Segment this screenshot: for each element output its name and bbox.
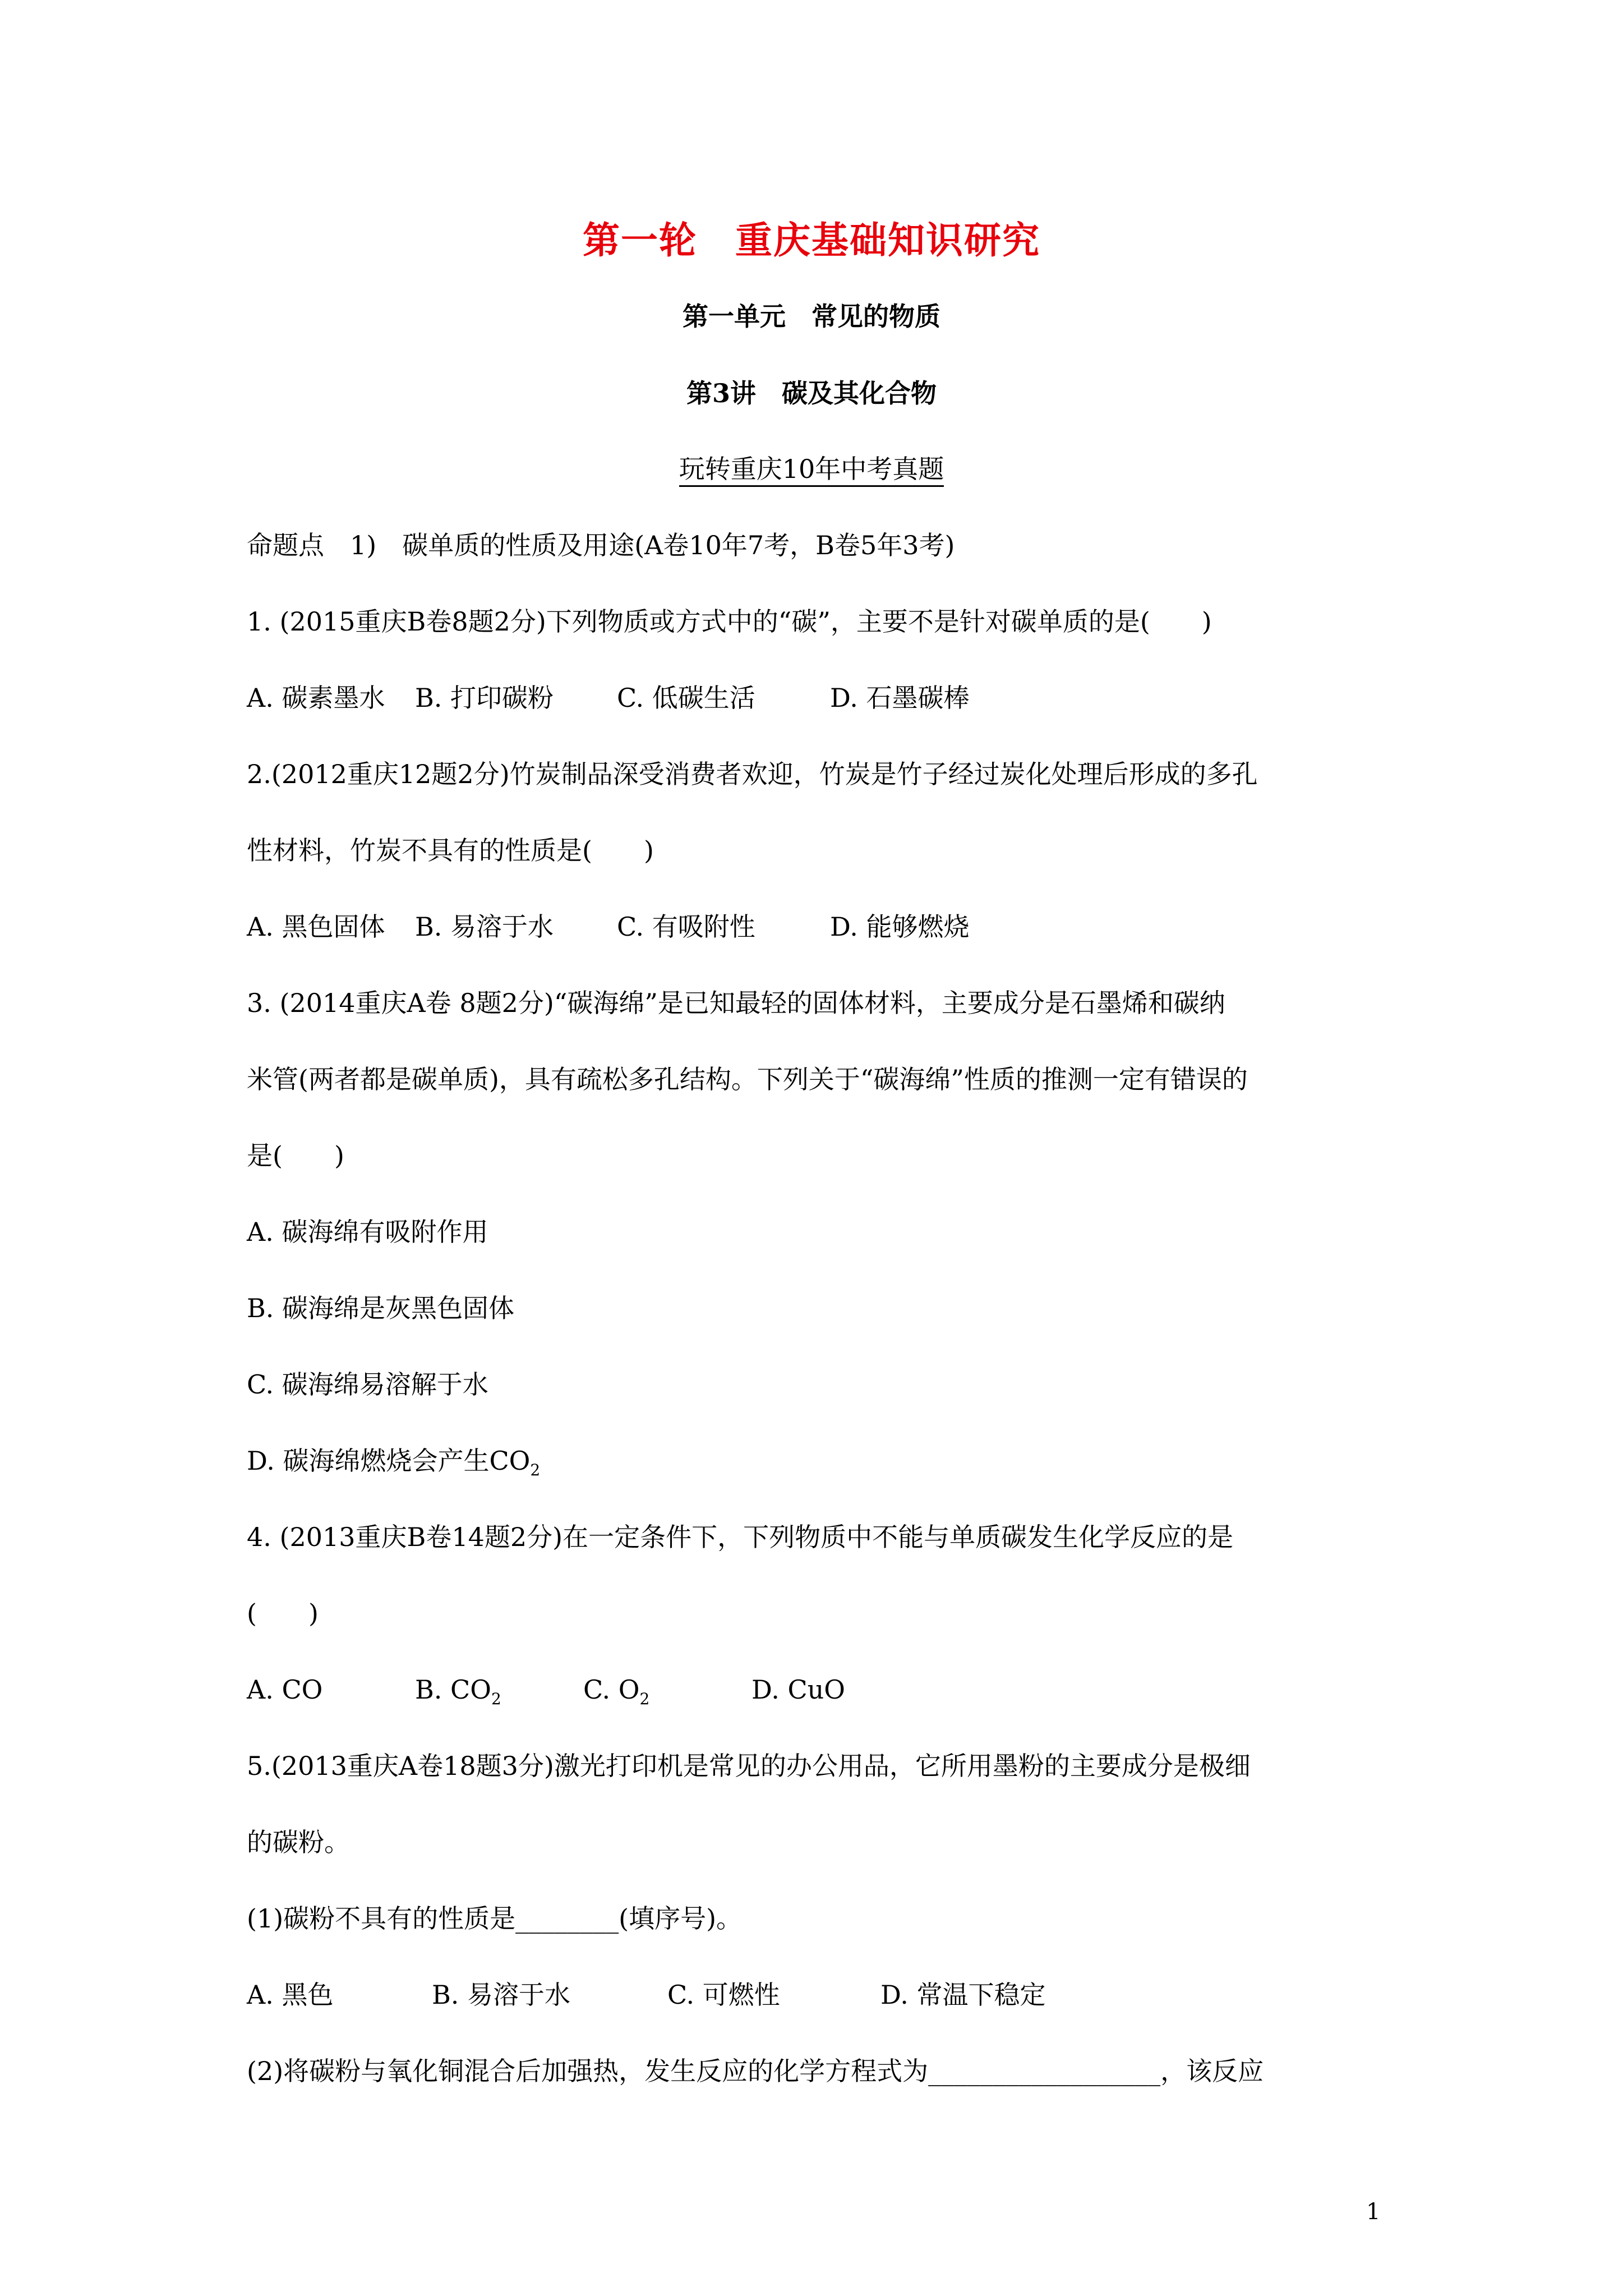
question-3-option-a: A. 碳海绵有吸附作用 xyxy=(247,1217,488,1247)
question-3-option-b: B. 碳海绵是灰黑色固体 xyxy=(247,1293,515,1323)
question-3-option-c: C. 碳海绵易溶解于水 xyxy=(247,1369,488,1400)
question-1-option-b: B. 打印碳粉 xyxy=(415,683,554,713)
question-5-part-1-options xyxy=(247,1979,1046,2010)
question-2-option-d: D. 能够燃烧 xyxy=(830,912,970,942)
main-title: 第一轮 重庆基础知识研究 xyxy=(583,218,1040,262)
question-3-option-d-subscript: 2 xyxy=(530,1461,541,1480)
question-4-option-b-subscript: 2 xyxy=(491,1690,501,1709)
question-2-option-b: B. 易溶于水 xyxy=(415,912,554,942)
lecture-title: 第3讲 碳及其化合物 xyxy=(686,378,937,408)
question-4-option-d xyxy=(751,1674,845,1715)
question-4-option-b-text: B. CO xyxy=(415,1674,491,1705)
question-3-option-d xyxy=(247,1445,540,1486)
question-5-part-1: (1)碳粉不具有的性质是________(填序号)。 xyxy=(247,1903,743,1934)
question-4-option-c xyxy=(583,1674,751,1715)
question-4-option-b xyxy=(415,1674,583,1715)
question-2-stem-line-2: 性材料，竹炭不具有的性质是( ) xyxy=(247,835,654,866)
question-5-part-2: (2)将碳粉与氧化铜混合后加强热，发生反应的化学方程式为__________________，该反应 xyxy=(247,2056,1264,2086)
question-1-option-a: A. 碳素墨水 xyxy=(247,683,385,713)
question-3-stem-line-1: 3. (2014重庆A卷 8题2分)“碳海绵”是已知最轻的固体材料，主要成分是石墨烯和碳纳 xyxy=(247,988,1225,1018)
question-4-options xyxy=(247,1674,845,1715)
question-5-option-b: B. 易溶于水 xyxy=(432,1980,571,2010)
question-2-option-c: C. 有吸附性 xyxy=(617,912,755,942)
section-title-text: 玩转重庆10年中考真题 xyxy=(679,454,944,487)
question-4-option-a-text: A. CO xyxy=(247,1674,323,1705)
question-4-option-c-subscript: 2 xyxy=(639,1690,650,1709)
question-2-stem-line-1: 2.(2012重庆12题2分)竹炭制品深受消费者欢迎，竹炭是竹子经过炭化处理后形成的多孔 xyxy=(247,759,1258,789)
question-3-option-d-text: D. 碳海绵燃烧会产生CO xyxy=(247,1446,531,1476)
question-5-option-c: C. 可燃性 xyxy=(667,1980,780,2010)
question-5-option-d: D. 常温下稳定 xyxy=(880,1980,1046,2010)
question-4-stem-line-1: 4. (2013重庆B卷14题2分)在一定条件下，下列物质中不能与单质碳发生化学反应的是 xyxy=(247,1522,1234,1552)
question-4-option-d-text: D. CuO xyxy=(751,1674,846,1705)
question-4-stem-line-2: ( ) xyxy=(247,1598,319,1628)
question-4-option-c-text: C. O xyxy=(583,1674,640,1705)
topic-heading: 命题点 1) 碳单质的性质及用途(A卷10年7考，B卷5年3考) xyxy=(247,530,955,560)
question-2-option-a: A. 黑色固体 xyxy=(247,912,385,942)
question-1-option-c: C. 低碳生活 xyxy=(617,683,755,713)
question-5-stem-line-1: 5.(2013重庆A卷18题3分)激光打印机是常见的办公用品，它所用墨粉的主要成分是极细 xyxy=(247,1751,1251,1781)
question-2-options xyxy=(247,911,970,942)
question-3-stem-line-2: 米管(两者都是碳单质)，具有疏松多孔结构。下列关于“碳海绵”性质的推测一定有错误的 xyxy=(247,1064,1248,1094)
section-title xyxy=(0,449,1623,486)
question-5-stem-line-2: 的碳粉。 xyxy=(247,1827,350,1857)
question-3-stem-line-3: 是( ) xyxy=(247,1140,344,1171)
question-5-option-a: A. 黑色 xyxy=(247,1980,334,2010)
question-1-options xyxy=(247,682,970,714)
question-1-option-d: D. 石墨碳棒 xyxy=(830,683,970,713)
unit-title: 第一单元 常见的物质 xyxy=(683,301,940,332)
page-number: 1 xyxy=(1366,2199,1381,2225)
question-4-option-a xyxy=(247,1674,415,1715)
question-1-stem: 1. (2015重庆B卷8题2分)下列物质或方式中的“碳”，主要不是针对碳单质的是( ) xyxy=(247,606,1212,637)
